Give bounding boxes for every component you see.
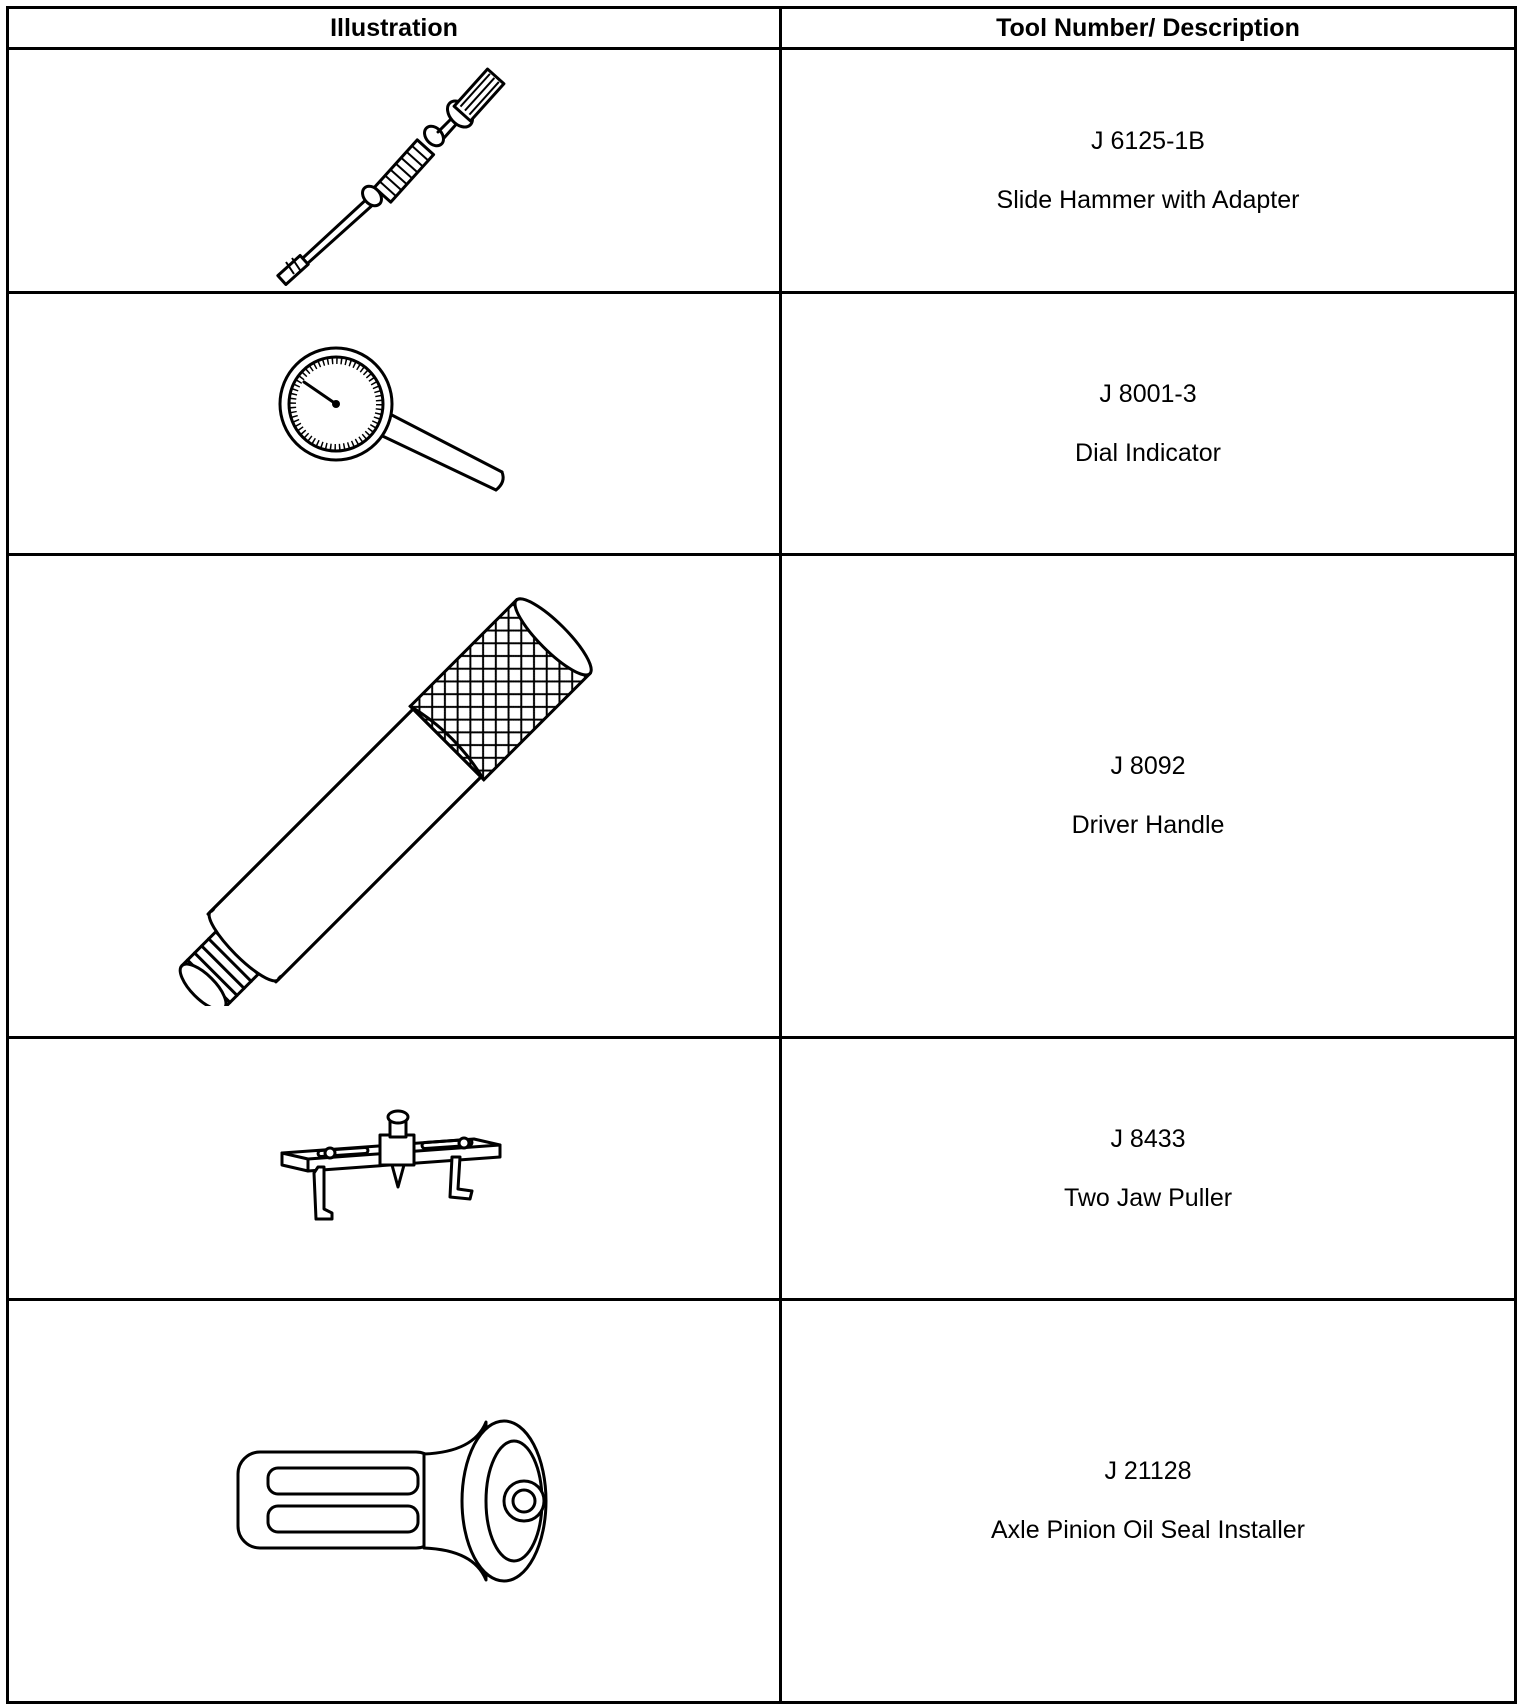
tool-description: Slide Hammer with Adapter (996, 185, 1300, 214)
header-description: Tool Number/ Description (781, 8, 1516, 49)
tool-description: Driver Handle (1071, 811, 1225, 839)
tool-description: Two Jaw Puller (1063, 1183, 1233, 1212)
illustration-cell (8, 555, 781, 1038)
illustration-cell (8, 1038, 781, 1300)
slide-hammer-icon (274, 56, 514, 286)
header-row (8, 8, 1516, 49)
description-cell (781, 293, 1516, 555)
tool-description: Dial Indicator (1075, 438, 1221, 467)
tool-number: J 6125-1B (1091, 126, 1205, 155)
table-row (8, 49, 1516, 293)
illustration-cell (8, 293, 781, 555)
illustration-cell (8, 1300, 781, 1703)
description-cell (781, 555, 1516, 1038)
tool-number: J 8092 (1110, 752, 1186, 780)
tool-number: J 8433 (1110, 1124, 1186, 1153)
tool-description: Axle Pinion Oil Seal Installer (990, 1516, 1306, 1544)
description-cell (781, 49, 1516, 293)
driver-handle-icon (174, 586, 614, 1006)
tool-number: J 21128 (1104, 1457, 1192, 1485)
table-row (8, 1300, 1516, 1703)
illustration-cell (8, 49, 781, 293)
header-illustration: Illustration (8, 8, 781, 49)
description-cell (781, 1038, 1516, 1300)
description-cell (781, 1300, 1516, 1703)
seal-installer-icon (224, 1416, 564, 1586)
table-row (8, 293, 1516, 555)
tools-table (6, 6, 1517, 1704)
dial-indicator-icon (274, 344, 514, 504)
table-row (8, 555, 1516, 1038)
tool-number: J 8001-3 (1099, 379, 1197, 408)
two-jaw-puller-icon (274, 1109, 514, 1229)
table-row (8, 1038, 1516, 1300)
